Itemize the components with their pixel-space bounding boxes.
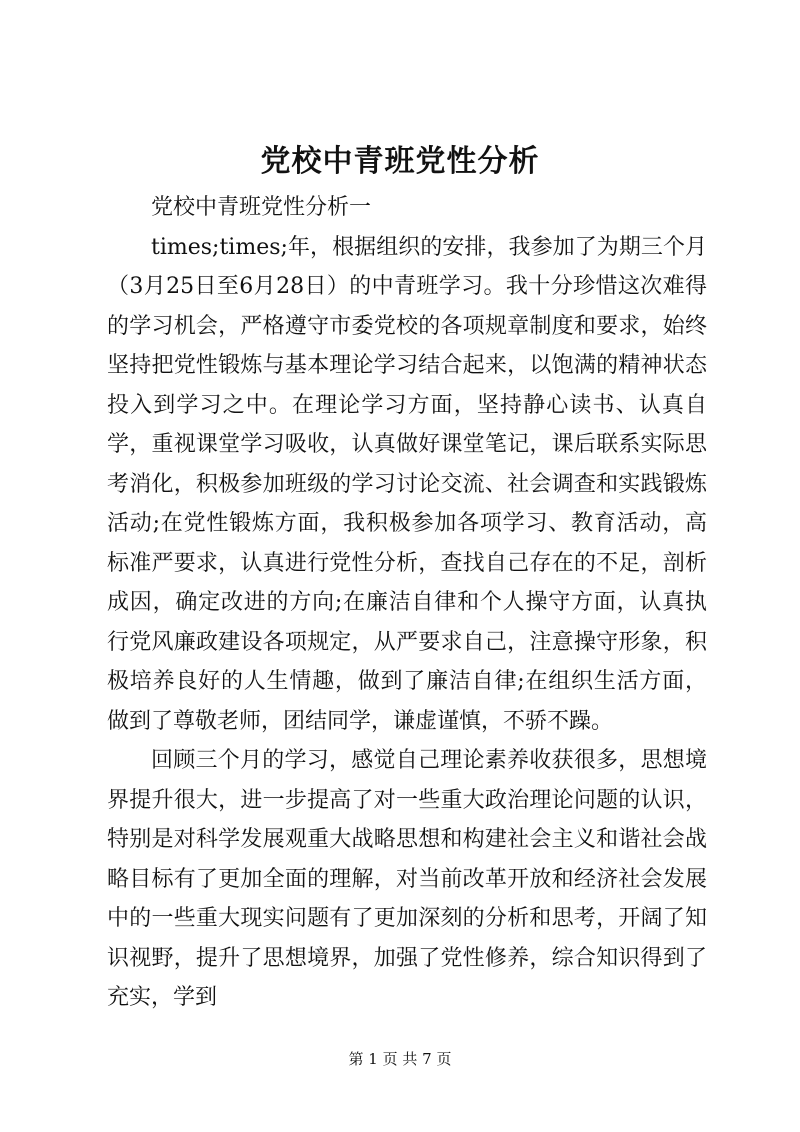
document-subtitle: 党校中青班党性分析一 xyxy=(151,195,372,220)
document-body xyxy=(107,188,707,1018)
body-paragraph: times;times;年，根据组织的安排，我参加了为期三个月（3月25日至6月28日）的中青班学习。我十分珍惜这次难得的学习机会，严格遵守市委党校的各项规章制度和要求，始终坚持把党性锻炼与基本理论学习结合起来，以饱满的精神状态投入到学习之中。在理论学习方面，坚持静心读书、认真自学，重视课堂学习吸收，认真做好课堂笔记，课后联系实际思考消化，积极参加班级的学习讨论交流、社会调查和实践锻炼活动;在党性锻炼方面，我积极参加各项学习、教育活动，高标准严要求，认真进行党性分析，查找自己存在的不足，剖析成因，确定改进的方向;在廉洁自律和个人操守方面，认真执行党风廉政建设各项规定，从严要求自己，注意操守形象，积极培养良好的人生情趣，做到了廉洁自律;在组织生活方面，做到了尊敬老师，团结同学，谦虚谨慎，不骄不躁。 xyxy=(107,234,707,734)
document-title: 党校中青班党性分析 xyxy=(260,144,540,179)
page-number: 第 1 页 共 7 页 xyxy=(348,1050,452,1068)
body-paragraph: 回顾三个月的学习，感觉自己理论素养收获很多，思想境界提升很大，进一步提高了对一些重大政治理论问题的认识，特别是对科学发展观重大战略思想和构建社会主义和谐社会战略目标有了更加全面的理解，对当前改革开放和经济社会发展中的一些重大现实问题有了更加深刻的分析和思考，开阔了知识视野，提升了思想境界，加强了党性修养，综合知识得到了充实，学到 xyxy=(107,748,707,1010)
